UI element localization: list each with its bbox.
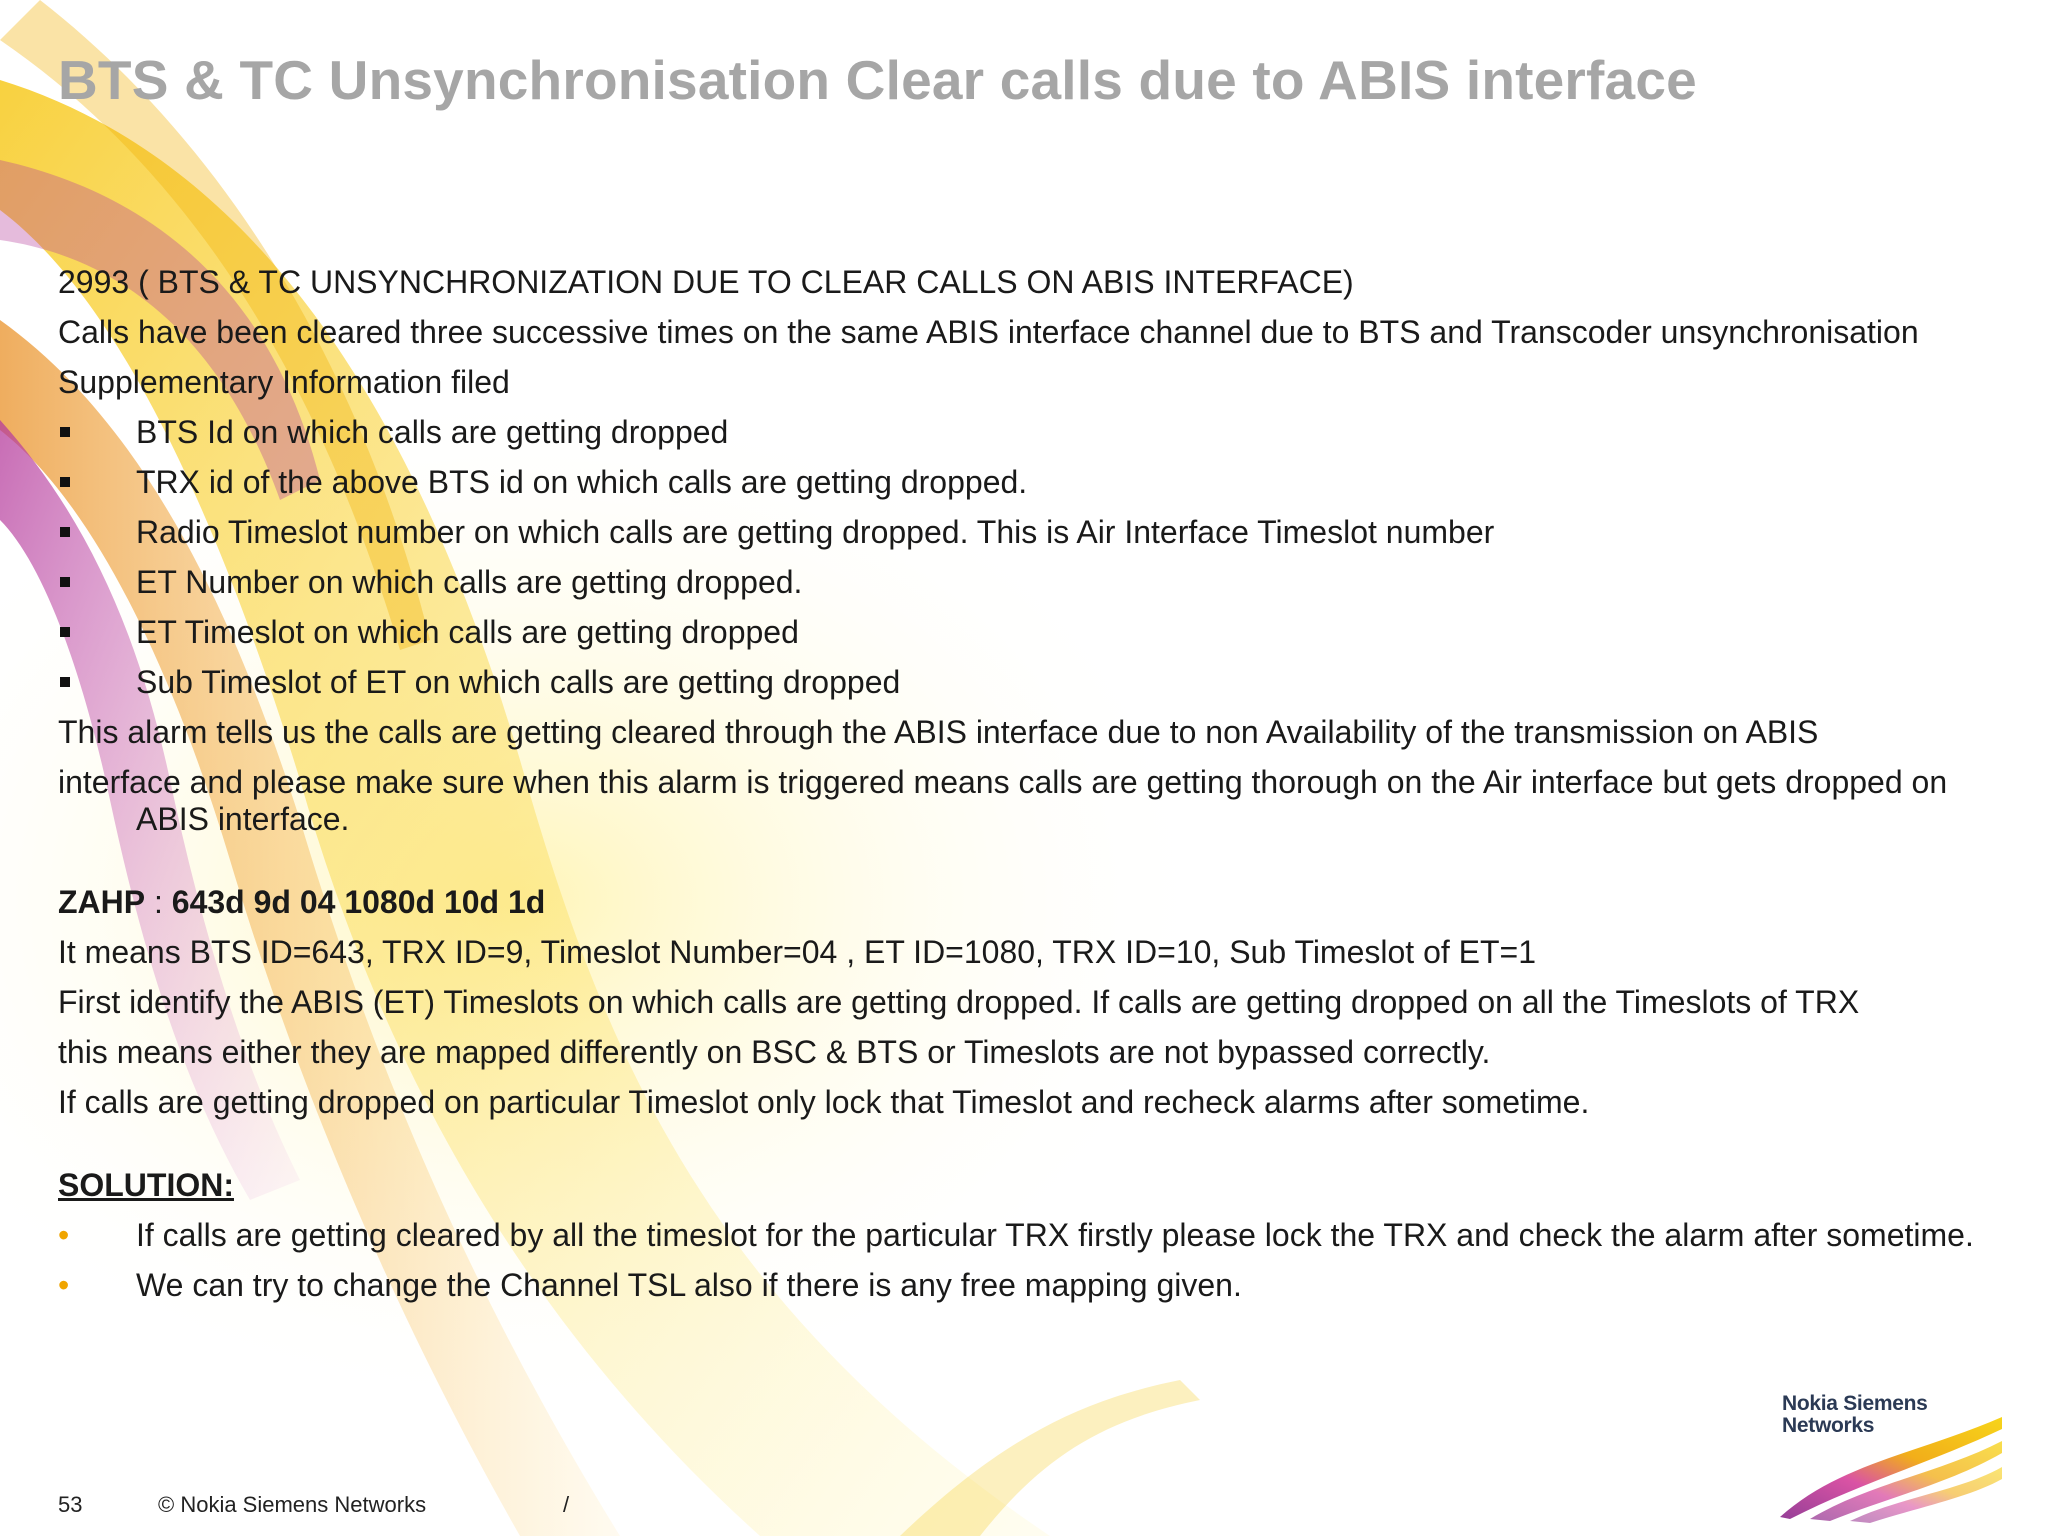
list-item-text: ET Number on which calls are getting dropped.: [136, 564, 803, 600]
alarm-description: Calls have been cleared three successive times on the same ABIS interface channel due to BTS and Transcoder unsynchronisation: [58, 314, 1919, 350]
solution-item: [58, 1217, 2018, 1254]
logo-line-2: Networks: [1782, 1414, 1875, 1437]
square-bullet-icon: [60, 427, 70, 437]
square-bullet-icon: [60, 677, 70, 687]
square-bullet-icon: [60, 527, 70, 537]
list-item-text: BTS Id on which calls are getting dropped: [136, 414, 729, 450]
zahp-label: ZAHP: [58, 884, 146, 920]
identify-line-1: First identify the ABIS (ET) Timeslots on which calls are getting dropped. If calls are getting dropped on all the Timeslots of TRX: [58, 984, 1860, 1020]
list-item-text: TRX id of the above BTS id on which calls are getting dropped.: [136, 464, 1028, 500]
zahp-meaning: It means BTS ID=643, TRX ID=9, Timeslot Number=04 , ET ID=1080, TRX ID=10, Sub Timeslot of ET=1: [58, 934, 1537, 970]
logo-line-1: Nokia Siemens: [1782, 1392, 1928, 1415]
list-item-text: Radio Timeslot number on which calls are getting dropped. This is Air Interface Timeslot number: [136, 514, 1495, 550]
alarm-explanation-line-2: interface and please make sure when this alarm is triggered means calls are getting thorough on the Air interface but gets dropped on ABIS interface.: [58, 764, 1948, 837]
lock-timeslot-line: If calls are getting dropped on particular Timeslot only lock that Timeslot and recheck alarms after sometime.: [58, 1084, 1590, 1120]
alarm-explanation-line-1: This alarm tells us the calls are getting cleared through the ABIS interface due to non Availability of the transmission on ABIS: [58, 714, 1819, 750]
round-bullet-icon: •: [58, 1217, 70, 1253]
list-item-text: Sub Timeslot of ET on which calls are getting dropped: [136, 664, 901, 700]
copyright: © Nokia Siemens Networks: [158, 1492, 427, 1517]
square-bullet-icon: [60, 627, 70, 637]
supplementary-label: Supplementary Information filed: [58, 364, 510, 400]
solution-heading: [58, 1167, 2018, 1204]
round-bullet-icon: •: [58, 1267, 70, 1303]
solution-item-text: If calls are getting cleared by all the timeslot for the particular TRX firstly please lock the TRX and check the alarm after sometime.: [136, 1217, 1974, 1253]
list-item: [58, 564, 2018, 601]
spacer: [58, 851, 2018, 884]
nokia-siemens-logo: [1770, 1393, 2010, 1523]
page-number: 53: [58, 1492, 83, 1517]
square-bullet-icon: [60, 577, 70, 587]
zahp-value: 643d 9d 04 1080d 10d 1d: [171, 884, 546, 920]
list-item-text: ET Timeslot on which calls are getting dropped: [136, 614, 799, 650]
list-item: [58, 514, 2018, 551]
solution-item-text: We can try to change the Channel TSL also if there is any free mapping given.: [136, 1267, 1242, 1303]
solution-label: SOLUTION:: [58, 1167, 234, 1203]
square-bullet-icon: [60, 477, 70, 487]
list-item: [58, 664, 2018, 701]
list-item: [58, 464, 2018, 501]
zahp-separator: :: [145, 884, 172, 920]
spacer: [58, 1134, 2018, 1167]
slide-body: [58, 264, 2018, 1317]
identify-line-2: this means either they are mapped differently on BSC & BTS or Timeslots are not bypassed correctly.: [58, 1034, 1491, 1070]
logo-swoosh-icon: [1770, 1393, 2010, 1523]
alarm-heading: 2993 ( BTS & TC UNSYNCHRONIZATION DUE TO CLEAR CALLS ON ABIS INTERFACE): [58, 264, 1354, 300]
list-item: [58, 614, 2018, 651]
zahp-command: [58, 884, 2018, 921]
footer-separator: /: [563, 1492, 570, 1517]
solution-item: [58, 1267, 2018, 1304]
slide-title: BTS & TC Unsynchronisation Clear calls due to ABIS interface: [58, 49, 1697, 111]
list-item: [58, 414, 2018, 451]
